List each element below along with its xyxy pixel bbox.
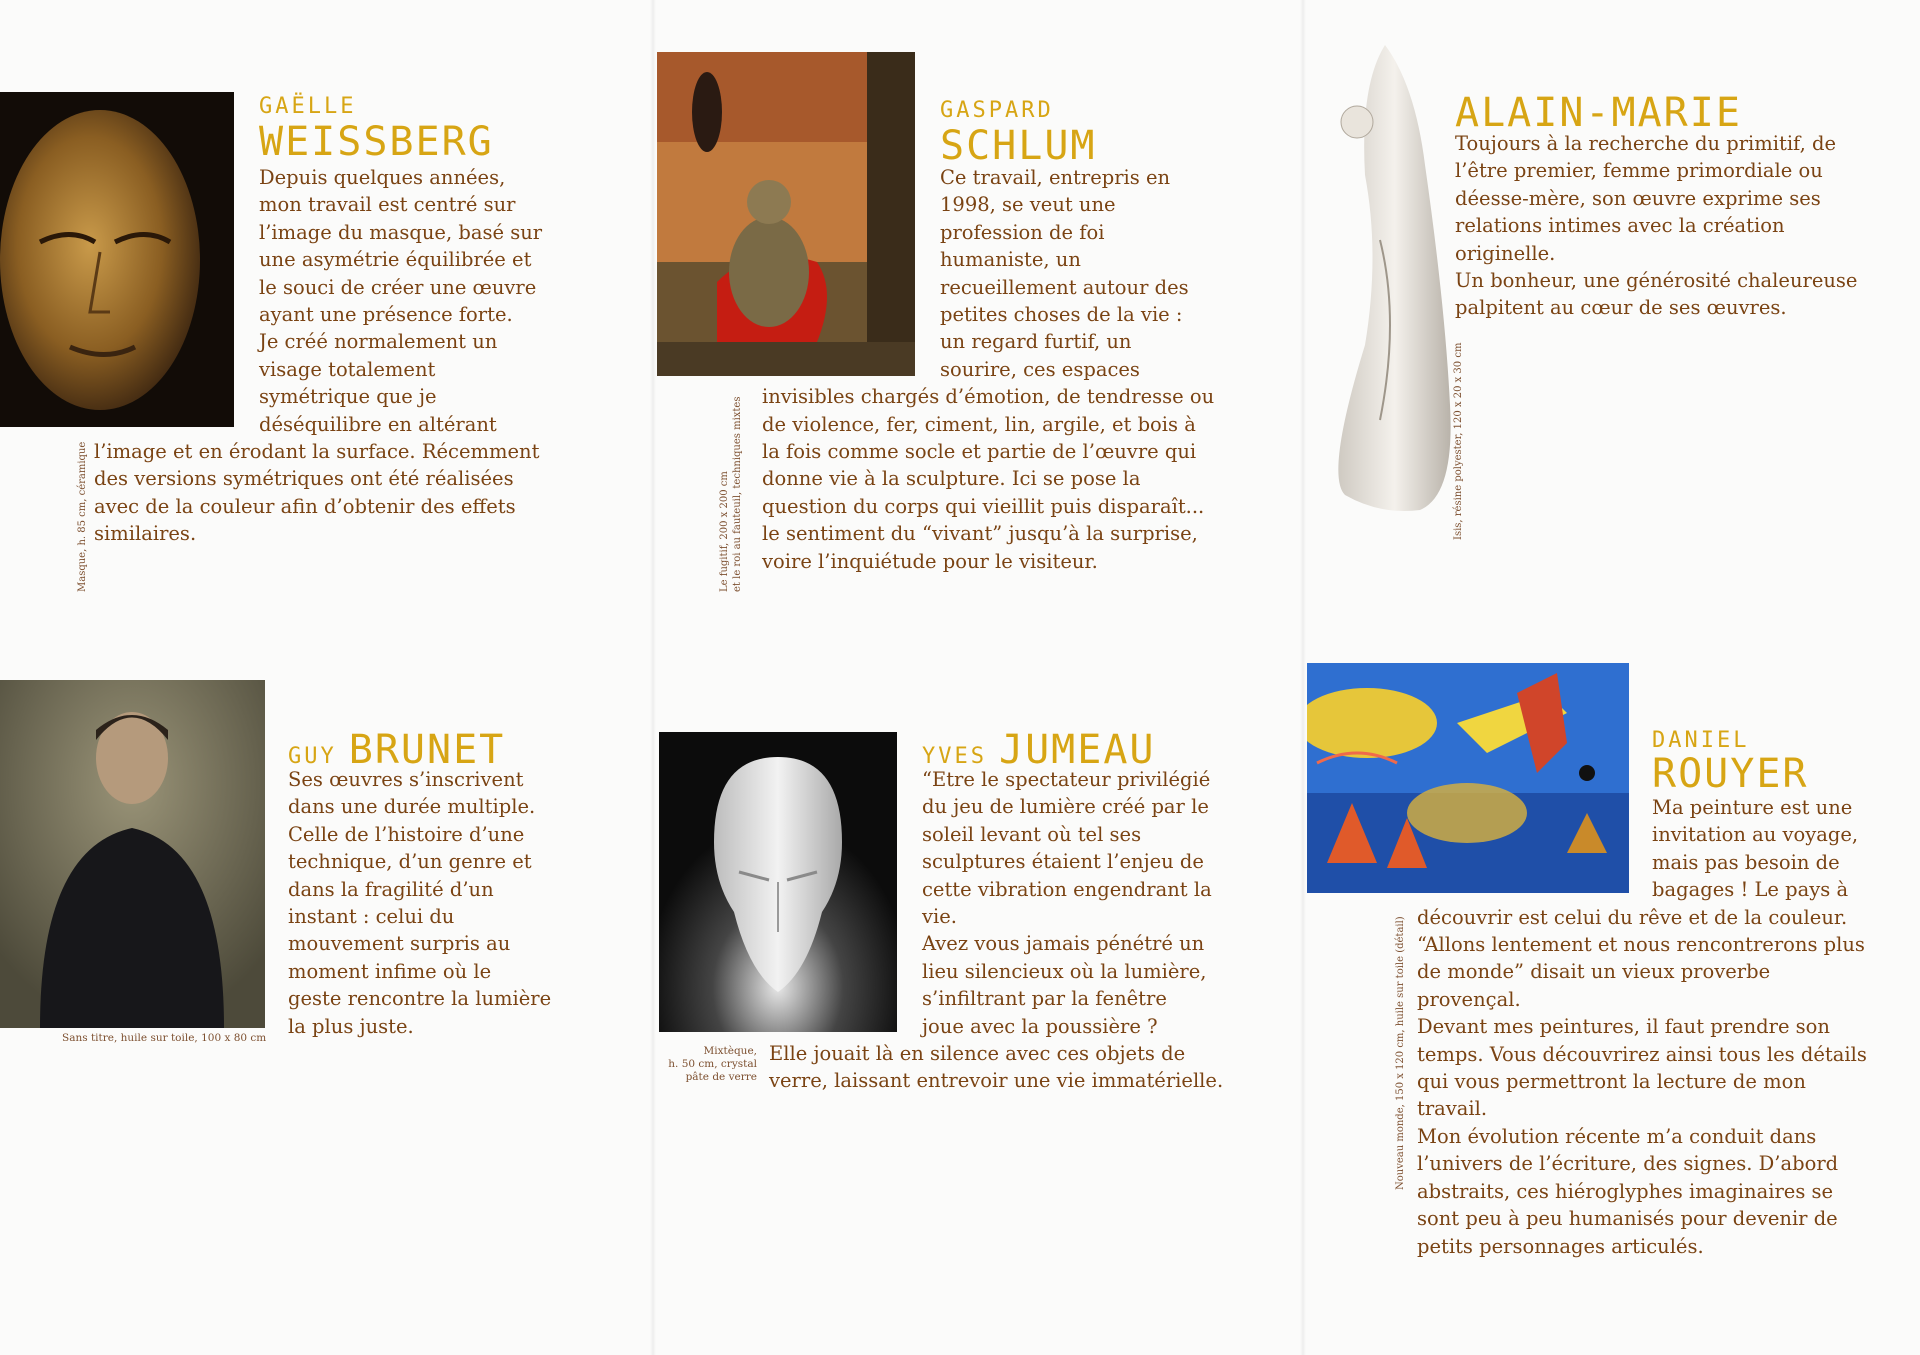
- text-line: bagages ! Le pays à: [1652, 878, 1849, 902]
- artist-text-alain-marie: [1455, 130, 1857, 322]
- text-line: voire l’inquiétude pour le visiteur.: [762, 549, 1098, 573]
- text-line: petites choses de la vie :: [940, 303, 1183, 327]
- artist-text-weissberg: [94, 164, 543, 548]
- painting-sculpture-photo: [657, 52, 915, 376]
- text-line: mais pas besoin de: [1652, 850, 1840, 874]
- text-line: travail.: [1417, 1097, 1488, 1121]
- artist-text-brunet: [288, 766, 551, 1040]
- text-line: abstraits, ces hiéroglyphes imaginaires se: [1417, 1179, 1834, 1203]
- abstract-painting-photo: [1307, 663, 1629, 893]
- text-line: visage totalement: [259, 357, 436, 381]
- text-line: dans une durée multiple.: [288, 795, 536, 819]
- text-line: mouvement surpris au: [288, 932, 511, 956]
- fold-line-left: [650, 0, 656, 1355]
- text-line: Celle de l’histoire d’une: [288, 822, 525, 846]
- text-line: recueillement autour des: [940, 275, 1189, 299]
- last-name: ALAIN-MARIE: [1455, 90, 1742, 136]
- text-line: joue avec la poussière ?: [922, 1014, 1158, 1038]
- last-name: JUMEAU: [998, 727, 1156, 773]
- text-line: découvrir est celui du rêve et de la couleur.: [1417, 905, 1848, 929]
- text-line: Un bonheur, une générosité chaleureuse: [1455, 269, 1858, 293]
- text-line: l’être premier, femme primordiale ou: [1455, 159, 1823, 183]
- caption-line: Sans titre, huile sur toile, 100 x 80 cm: [62, 1032, 267, 1044]
- text-line: relations intimes avec la création: [1455, 214, 1785, 238]
- text-line: sont peu à peu humanisés pour devenir de: [1417, 1207, 1838, 1231]
- text-line: la fois comme socle et partie de l’œuvre qui: [762, 440, 1197, 464]
- text-line: ayant une présence forte.: [259, 303, 513, 327]
- text-line: Ses œuvres s’inscrivent: [288, 768, 524, 791]
- caption-weissberg: [76, 442, 89, 592]
- text-line: “Etre le spectateur privilégié: [922, 768, 1211, 791]
- caption-brunet: [62, 1032, 266, 1045]
- text-line: lieu silencieux où la lumière,: [922, 959, 1207, 983]
- text-line: technique, d’un genre et: [288, 850, 532, 874]
- text-line: qui vous permettront la lecture de mon: [1417, 1070, 1806, 1094]
- artist-text-jumeau: [769, 766, 1224, 1095]
- caption-rouyer: [1394, 916, 1407, 1190]
- text-line: sculptures étaient l’enjeu de: [922, 850, 1204, 874]
- text-line: invisibles chargés d’émotion, de tendresse ou: [762, 385, 1215, 409]
- caption-line: pâte de verre: [685, 1071, 757, 1083]
- artist-name-rouyer: [1652, 728, 1809, 797]
- text-line: symétrique que je: [259, 385, 437, 409]
- text-line: une asymétrie équilibrée et: [259, 248, 532, 272]
- text-line: cette vibration engendrant la: [922, 877, 1212, 901]
- last-name: WEISSBERG: [259, 119, 494, 165]
- text-line: Mon évolution récente m’a conduit dans: [1417, 1124, 1817, 1148]
- artist-text-schlum: [762, 164, 1215, 575]
- text-line: soleil levant où tel ses: [922, 822, 1142, 846]
- artist-name-brunet: [288, 727, 506, 773]
- text-line: question du corps qui vieillit puis disparaît...: [762, 494, 1205, 518]
- text-line: invitation au voyage,: [1652, 823, 1859, 847]
- text-line: l’image du masque, basé sur: [259, 220, 543, 244]
- last-name: SCHLUM: [940, 123, 1097, 169]
- text-line: temps. Vous découvrirez ainsi tous les détails: [1417, 1042, 1867, 1066]
- text-line: moment infime où le: [288, 959, 492, 983]
- text-line: de monde” disait un vieux proverbe: [1417, 960, 1771, 984]
- text-line: vie.: [922, 905, 957, 929]
- text-line: déesse-mère, son œuvre exprime ses: [1455, 186, 1821, 210]
- first-name: YVES: [922, 744, 987, 769]
- text-line: Je créé normalement un: [259, 330, 498, 354]
- text-line: avec de la couleur afin d’obtenir des effets: [94, 494, 516, 518]
- artist-name-schlum: [940, 98, 1097, 169]
- caption-line: Mixtèque,: [703, 1045, 757, 1057]
- fold-line-right: [1300, 0, 1306, 1355]
- text-line: donne vie à la sculpture. Ici se pose la: [762, 467, 1141, 491]
- first-name: DANIEL: [1652, 728, 1750, 753]
- text-line: mon travail est centré sur: [259, 193, 516, 217]
- last-name: ROUYER: [1652, 751, 1809, 797]
- caption-schlum: [718, 397, 744, 592]
- text-line: profession de foi: [940, 220, 1105, 244]
- first-name: GAËLLE: [259, 94, 357, 119]
- text-line: l’image et en érodant la surface. Récemment: [94, 440, 540, 464]
- artist-name-jumeau: [922, 727, 1156, 773]
- artist-name-alain-marie: [1455, 90, 1742, 136]
- caption-line: Isis, résine polyester, 120 x 20 x 30 cm: [1453, 342, 1464, 540]
- text-line: dans la fragilité d’un: [288, 877, 494, 901]
- text-line: provençal.: [1417, 987, 1521, 1011]
- caption-line: et le roi au fauteuil, techniques mixtes: [732, 396, 743, 592]
- text-line: s’infiltrant par la fenêtre: [922, 987, 1167, 1011]
- text-line: du jeu de lumière créé par le: [922, 795, 1209, 819]
- text-line: geste rencontre la lumière: [288, 987, 552, 1011]
- text-line: le sentiment du “vivant” jusqu’à la surprise,: [762, 522, 1198, 546]
- text-line: Devant mes peintures, il faut prendre son: [1417, 1015, 1830, 1039]
- caption-jumeau: [668, 1045, 757, 1084]
- text-line: palpitent au cœur de ses œuvres.: [1455, 296, 1787, 320]
- artist-name-weissberg: [259, 94, 494, 165]
- portrait-painting-photo: [0, 680, 265, 1028]
- text-line: un regard furtif, un: [940, 330, 1132, 354]
- text-line: des versions symétriques ont été réalisées: [94, 467, 514, 491]
- last-name: BRUNET: [348, 727, 506, 773]
- text-line: 1998, se veut une: [940, 193, 1116, 217]
- caption-line: Nouveau monde, 150 x 120 cm, huile sur toile (détail): [1395, 916, 1406, 1190]
- caption-line: Masque, h. 85 cm, céramique: [77, 441, 88, 592]
- mask-sculpture-photo: [0, 92, 234, 427]
- first-name: GASPARD: [940, 98, 1054, 123]
- text-line: sourire, ces espaces: [940, 357, 1140, 381]
- artist-text-rouyer: [1417, 794, 1867, 1260]
- text-line: le souci de créer une œuvre: [259, 275, 537, 299]
- text-line: Avez vous jamais pénétré un: [922, 932, 1205, 956]
- caption-alain-marie: [1452, 343, 1465, 540]
- text-line: instant : celui du: [288, 905, 455, 929]
- caption-line: Le fugitif, 200 x 200 cm: [719, 471, 730, 592]
- text-line: verre, laissant entrevoir une vie immatérielle.: [769, 1069, 1224, 1093]
- caption-line: h. 50 cm, crystal: [668, 1058, 757, 1070]
- first-name: GUY: [288, 744, 337, 769]
- text-line: originelle.: [1455, 241, 1556, 265]
- text-line: petits personnages articulés.: [1417, 1234, 1704, 1258]
- text-line: humaniste, un: [940, 248, 1081, 272]
- text-line: Ce travail, entrepris en: [940, 166, 1171, 189]
- text-line: déséquilibre en altérant: [259, 412, 497, 436]
- text-line: l’univers de l’écriture, des signes. D’abord: [1417, 1152, 1839, 1176]
- text-line: Ma peinture est une: [1652, 796, 1853, 819]
- text-line: similaires.: [94, 522, 197, 546]
- glass-mask-sculpture-photo: [659, 732, 897, 1032]
- text-line: Toujours à la recherche du primitif, de: [1455, 132, 1836, 155]
- text-line: Depuis quelques années,: [259, 166, 506, 189]
- text-line: la plus juste.: [288, 1014, 414, 1038]
- text-line: de violence, fer, ciment, lin, argile, et bois à: [762, 412, 1196, 436]
- text-line: “Allons lentement et nous rencontrerons plus: [1417, 933, 1865, 957]
- sculpture-isis-photo: [1315, 40, 1465, 515]
- text-line: Elle jouait là en silence avec ces objets de: [769, 1042, 1186, 1066]
